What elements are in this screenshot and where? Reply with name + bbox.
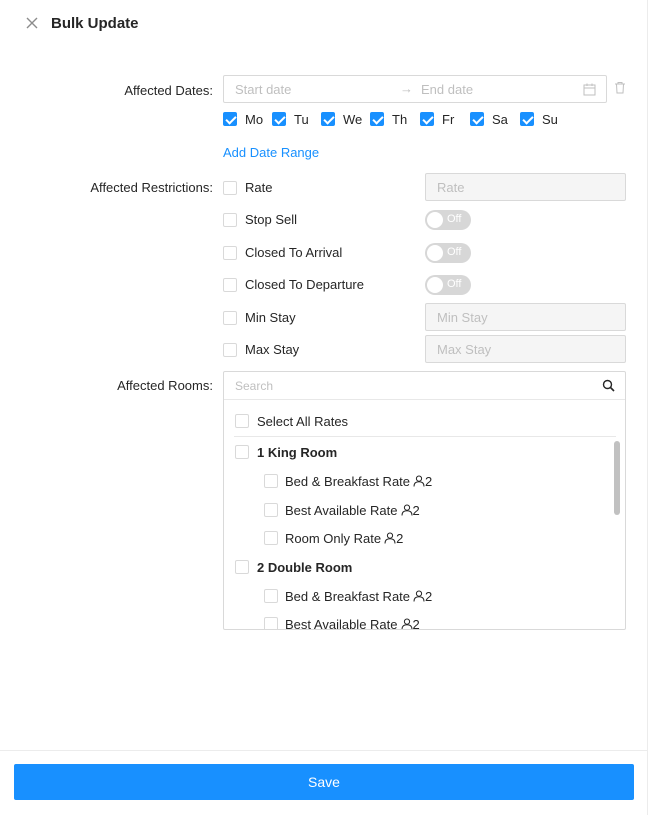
min-stay-checkbox[interactable] xyxy=(223,311,237,325)
rate-label: Bed & Breakfast Rate xyxy=(285,474,411,489)
day-checkbox-fr[interactable] xyxy=(420,112,434,126)
divider xyxy=(234,436,616,437)
rate-checkbox[interactable] xyxy=(264,503,278,517)
occupancy-count: 2 xyxy=(425,474,433,489)
closed-to-arrival-checkbox[interactable] xyxy=(223,246,237,260)
max-stay-checkbox[interactable] xyxy=(223,343,237,357)
rate-checkbox[interactable] xyxy=(264,474,278,488)
min-stay-input-placeholder: Min Stay xyxy=(437,310,488,325)
rate-item xyxy=(285,503,420,518)
affected-restrictions-label: Affected Restrictions: xyxy=(90,180,213,195)
switch-knob xyxy=(427,212,443,228)
affected-dates-label: Affected Dates: xyxy=(124,83,213,98)
search-icon[interactable] xyxy=(602,379,615,395)
rooms-tree xyxy=(223,371,626,630)
closed-to-arrival-label: Closed To Arrival xyxy=(245,245,343,260)
day-label: Th xyxy=(392,112,408,127)
rate-checkbox[interactable] xyxy=(264,589,278,603)
rooms-search[interactable] xyxy=(224,372,625,400)
person-icon xyxy=(381,531,396,546)
rate-label: Room Only Rate xyxy=(285,531,382,546)
person-icon xyxy=(398,617,413,630)
day-label: Sa xyxy=(492,112,508,127)
switch-knob xyxy=(427,245,443,261)
close-icon[interactable] xyxy=(24,15,40,31)
day-checkbox-su[interactable] xyxy=(520,112,534,126)
affected-rooms-label: Affected Rooms: xyxy=(117,378,213,393)
day-label: Tu xyxy=(294,112,309,127)
closed-to-departure-checkbox[interactable] xyxy=(223,278,237,292)
rate-item xyxy=(285,617,420,630)
rate-item xyxy=(285,531,403,546)
room-checkbox[interactable] xyxy=(235,560,249,574)
max-stay-input[interactable] xyxy=(425,335,626,363)
stop-sell-switch[interactable] xyxy=(425,210,471,230)
switch-state: Off xyxy=(447,213,462,225)
room-label: 1 King Room xyxy=(257,445,338,460)
scrollbar-thumb[interactable] xyxy=(614,441,620,515)
day-checkbox-we[interactable] xyxy=(321,112,335,126)
delete-range-icon[interactable] xyxy=(614,81,626,97)
date-range-picker[interactable] xyxy=(223,75,607,103)
closed-to-departure-switch[interactable] xyxy=(425,275,471,295)
rate-label: Rate xyxy=(245,180,273,195)
switch-state: Off xyxy=(447,246,462,258)
day-checkbox-th[interactable] xyxy=(370,112,384,126)
search-input[interactable]: Search xyxy=(235,379,274,393)
person-icon xyxy=(398,503,413,518)
rate-checkbox[interactable] xyxy=(264,531,278,545)
room-checkbox[interactable] xyxy=(235,445,249,459)
day-label: Su xyxy=(542,112,558,127)
occupancy-count: 2 xyxy=(412,502,420,518)
max-stay-input-placeholder: Max Stay xyxy=(437,342,492,357)
room-label: 2 Double Room xyxy=(257,559,353,575)
rate-checkbox[interactable] xyxy=(264,617,278,630)
day-label: We xyxy=(343,112,363,127)
occupancy-count: 2 xyxy=(396,531,404,546)
switch-knob xyxy=(427,277,443,293)
footer-divider xyxy=(0,750,648,751)
day-checkbox-sa[interactable] xyxy=(470,112,484,126)
day-label: Mo xyxy=(245,112,264,127)
occupancy-count: 2 xyxy=(412,617,420,630)
end-date-input[interactable]: End date xyxy=(421,82,474,97)
rate-checkbox[interactable] xyxy=(223,181,237,195)
calendar-icon[interactable] xyxy=(583,83,596,99)
max-stay-label: Max Stay xyxy=(245,342,300,357)
range-arrow-icon: → xyxy=(400,81,413,96)
closed-to-arrival-switch[interactable] xyxy=(425,243,471,263)
stop-sell-label: Stop Sell xyxy=(245,212,298,227)
min-stay-label: Min Stay xyxy=(245,310,296,325)
person-icon xyxy=(410,474,425,489)
rate-item xyxy=(285,589,432,604)
start-date-input[interactable]: Start date xyxy=(235,82,292,97)
rate-input[interactable] xyxy=(425,173,626,201)
day-checkbox-mo[interactable] xyxy=(223,112,237,126)
person-icon xyxy=(410,589,425,604)
drawer-header xyxy=(0,0,648,48)
rate-label: Best Available Rate xyxy=(285,502,398,518)
closed-to-departure-label: Closed To Departure xyxy=(245,277,364,292)
rate-item xyxy=(285,474,432,489)
stop-sell-checkbox[interactable] xyxy=(223,213,237,227)
save-button[interactable]: Save xyxy=(14,764,634,800)
day-label: Fr xyxy=(442,112,455,127)
add-date-range-link[interactable]: Add Date Range xyxy=(223,145,320,160)
drawer-title: Bulk Update xyxy=(51,15,139,32)
rate-label: Bed & Breakfast Rate xyxy=(285,588,411,604)
day-checkbox-tu[interactable] xyxy=(272,112,286,126)
min-stay-input[interactable] xyxy=(425,303,626,331)
select-all-checkbox[interactable] xyxy=(235,414,249,428)
rate-input-placeholder: Rate xyxy=(437,180,465,195)
occupancy-count: 2 xyxy=(425,588,433,604)
rate-label: Best Available Rate xyxy=(285,617,398,630)
select-all-label: Select All Rates xyxy=(257,414,349,429)
switch-state: Off xyxy=(447,278,462,290)
